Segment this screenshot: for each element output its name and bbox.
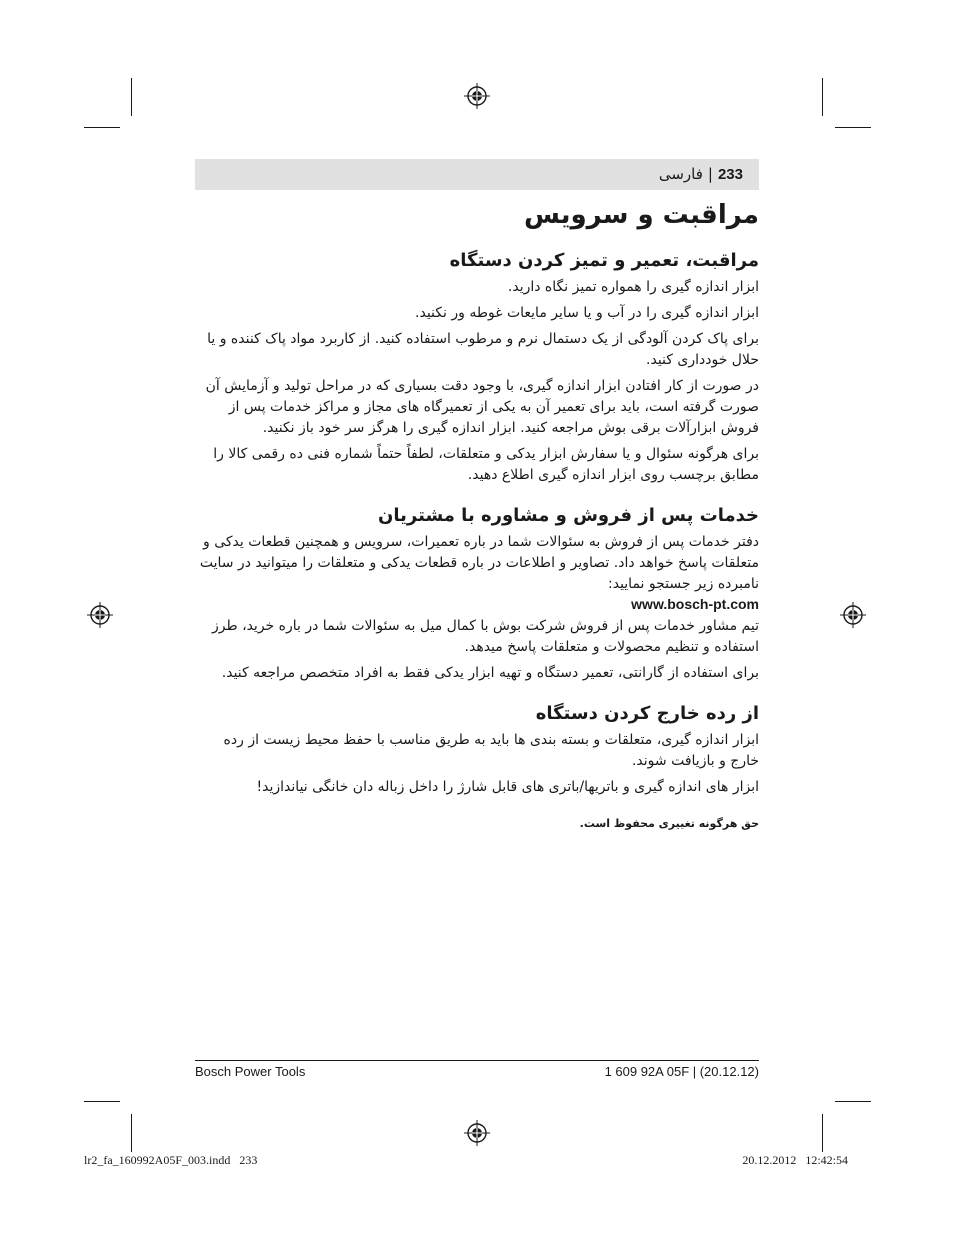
crop-mark: [835, 127, 871, 128]
crop-mark: [84, 1101, 120, 1102]
page-title: مراقبت و سرویس: [523, 200, 759, 230]
paragraph: ابزار اندازه گیری، متعلقات و بسته بندی ها باید به طریق مناسب با حفظ محیط زیست از رده خارج و بازیافت شوند.: [223, 732, 759, 769]
paragraph: دفتر خدمات پس از فروش به سئوالات شما در باره تعمیرات، سرویس و همچنین قطعات یدکی و متعلقات پاسخ خواهد داد. تصاویر و اطلاعات در باره قطعات یدکی و متعلقات را میتوانید در سایت نامبرده زیر جستجو نمایید:: [199, 534, 759, 592]
section-after-sales: [195, 503, 759, 684]
crop-mark: [84, 127, 120, 128]
paragraph: در صورت از کار افتادن ابزار اندازه گیری، با وجود دقت بسیاری که در مراحل تولید و آزمایش آن صورت گرفته است، باید برای تعمیر آن به یکی از تعمیرگاه های مجاز و مراکز خدمات پس از فروش ابزارآلات برقی بوش مراجعه کنید. ابزار اندازه گیری را هرگز سر خود باز نکنید.: [205, 378, 759, 436]
slug-date-time: 20.12.2012 12:42:54: [742, 1153, 848, 1167]
footer-brand: Bosch Power Tools: [195, 1064, 306, 1079]
registration-mark-icon: [464, 1120, 490, 1146]
paragraph: ابزار های اندازه گیری و باتریها/باتری های قابل شارژ را داخل زباله دان خانگی نیاندازید!: [256, 779, 759, 795]
page-header: [195, 159, 759, 190]
registration-mark-icon: [87, 602, 113, 628]
section-disposal: [195, 701, 759, 798]
registration-mark-icon: [464, 83, 490, 109]
slug-file-name: lr2_fa_160992A05F_003.indd 233: [84, 1153, 258, 1167]
paragraph: برای استفاده از گارانتی، تعمیر دستگاه و تهیه ابزار یدکی فقط به افراد متخصص مراجعه کنید.: [221, 665, 759, 681]
crop-mark: [835, 1101, 871, 1102]
header-text: [659, 159, 743, 190]
paragraph: ابزار اندازه گیری را در آب و یا سایر مایعات غوطه ور نکنید.: [415, 305, 759, 321]
paragraph: ابزار اندازه گیری را همواره تمیز نگاه دارید.: [507, 279, 759, 295]
footer-document-number: 1 609 92A 05F | (20.12.12): [604, 1064, 759, 1079]
section-heading: از رده خارج کردن دستگاه: [535, 703, 759, 724]
registration-mark-icon: [840, 602, 866, 628]
language-label: فارسی: [658, 165, 703, 183]
page-number: 233: [717, 166, 743, 183]
crop-mark: [822, 1114, 823, 1152]
paragraph: برای هرگونه سئوال و یا سفارش ابزار یدکی و متعلقات، لطفاً حتماً شماره فنی ده رقمی کالا را مطابق برچسب روی ابزار اندازه گیری اطلاع دهید.: [213, 446, 759, 483]
footer-divider: [195, 1060, 759, 1061]
section-heading: خدمات پس از فروش و مشاوره با مشتریان: [378, 505, 759, 526]
crop-mark: [822, 78, 823, 116]
paragraph: برای پاک کردن آلودگی از یک دستمال نرم و مرطوب استفاده کنید. از کاربرد مواد پاک کننده و یا حلال خودداری کنید.: [207, 331, 759, 368]
main-content: [195, 196, 759, 833]
rights-notice: حق هرگونه تغییری محفوظ است.: [579, 817, 759, 830]
crop-mark: [131, 1114, 132, 1152]
section-maintenance: [195, 248, 759, 486]
paragraph: تیم مشاور خدمات پس از فروش شرکت بوش با کمال میل به سئوالات شما در باره خرید، طرز استفاده و تنظیم محصولات و متعلقات پاسخ میدهد.: [211, 618, 759, 655]
header-separator: |: [707, 165, 713, 183]
crop-mark: [131, 78, 132, 116]
section-heading: مراقبت، تعمیر و تمیز کردن دستگاه: [449, 250, 759, 271]
website-link[interactable]: www.bosch-pt.com: [631, 596, 759, 612]
